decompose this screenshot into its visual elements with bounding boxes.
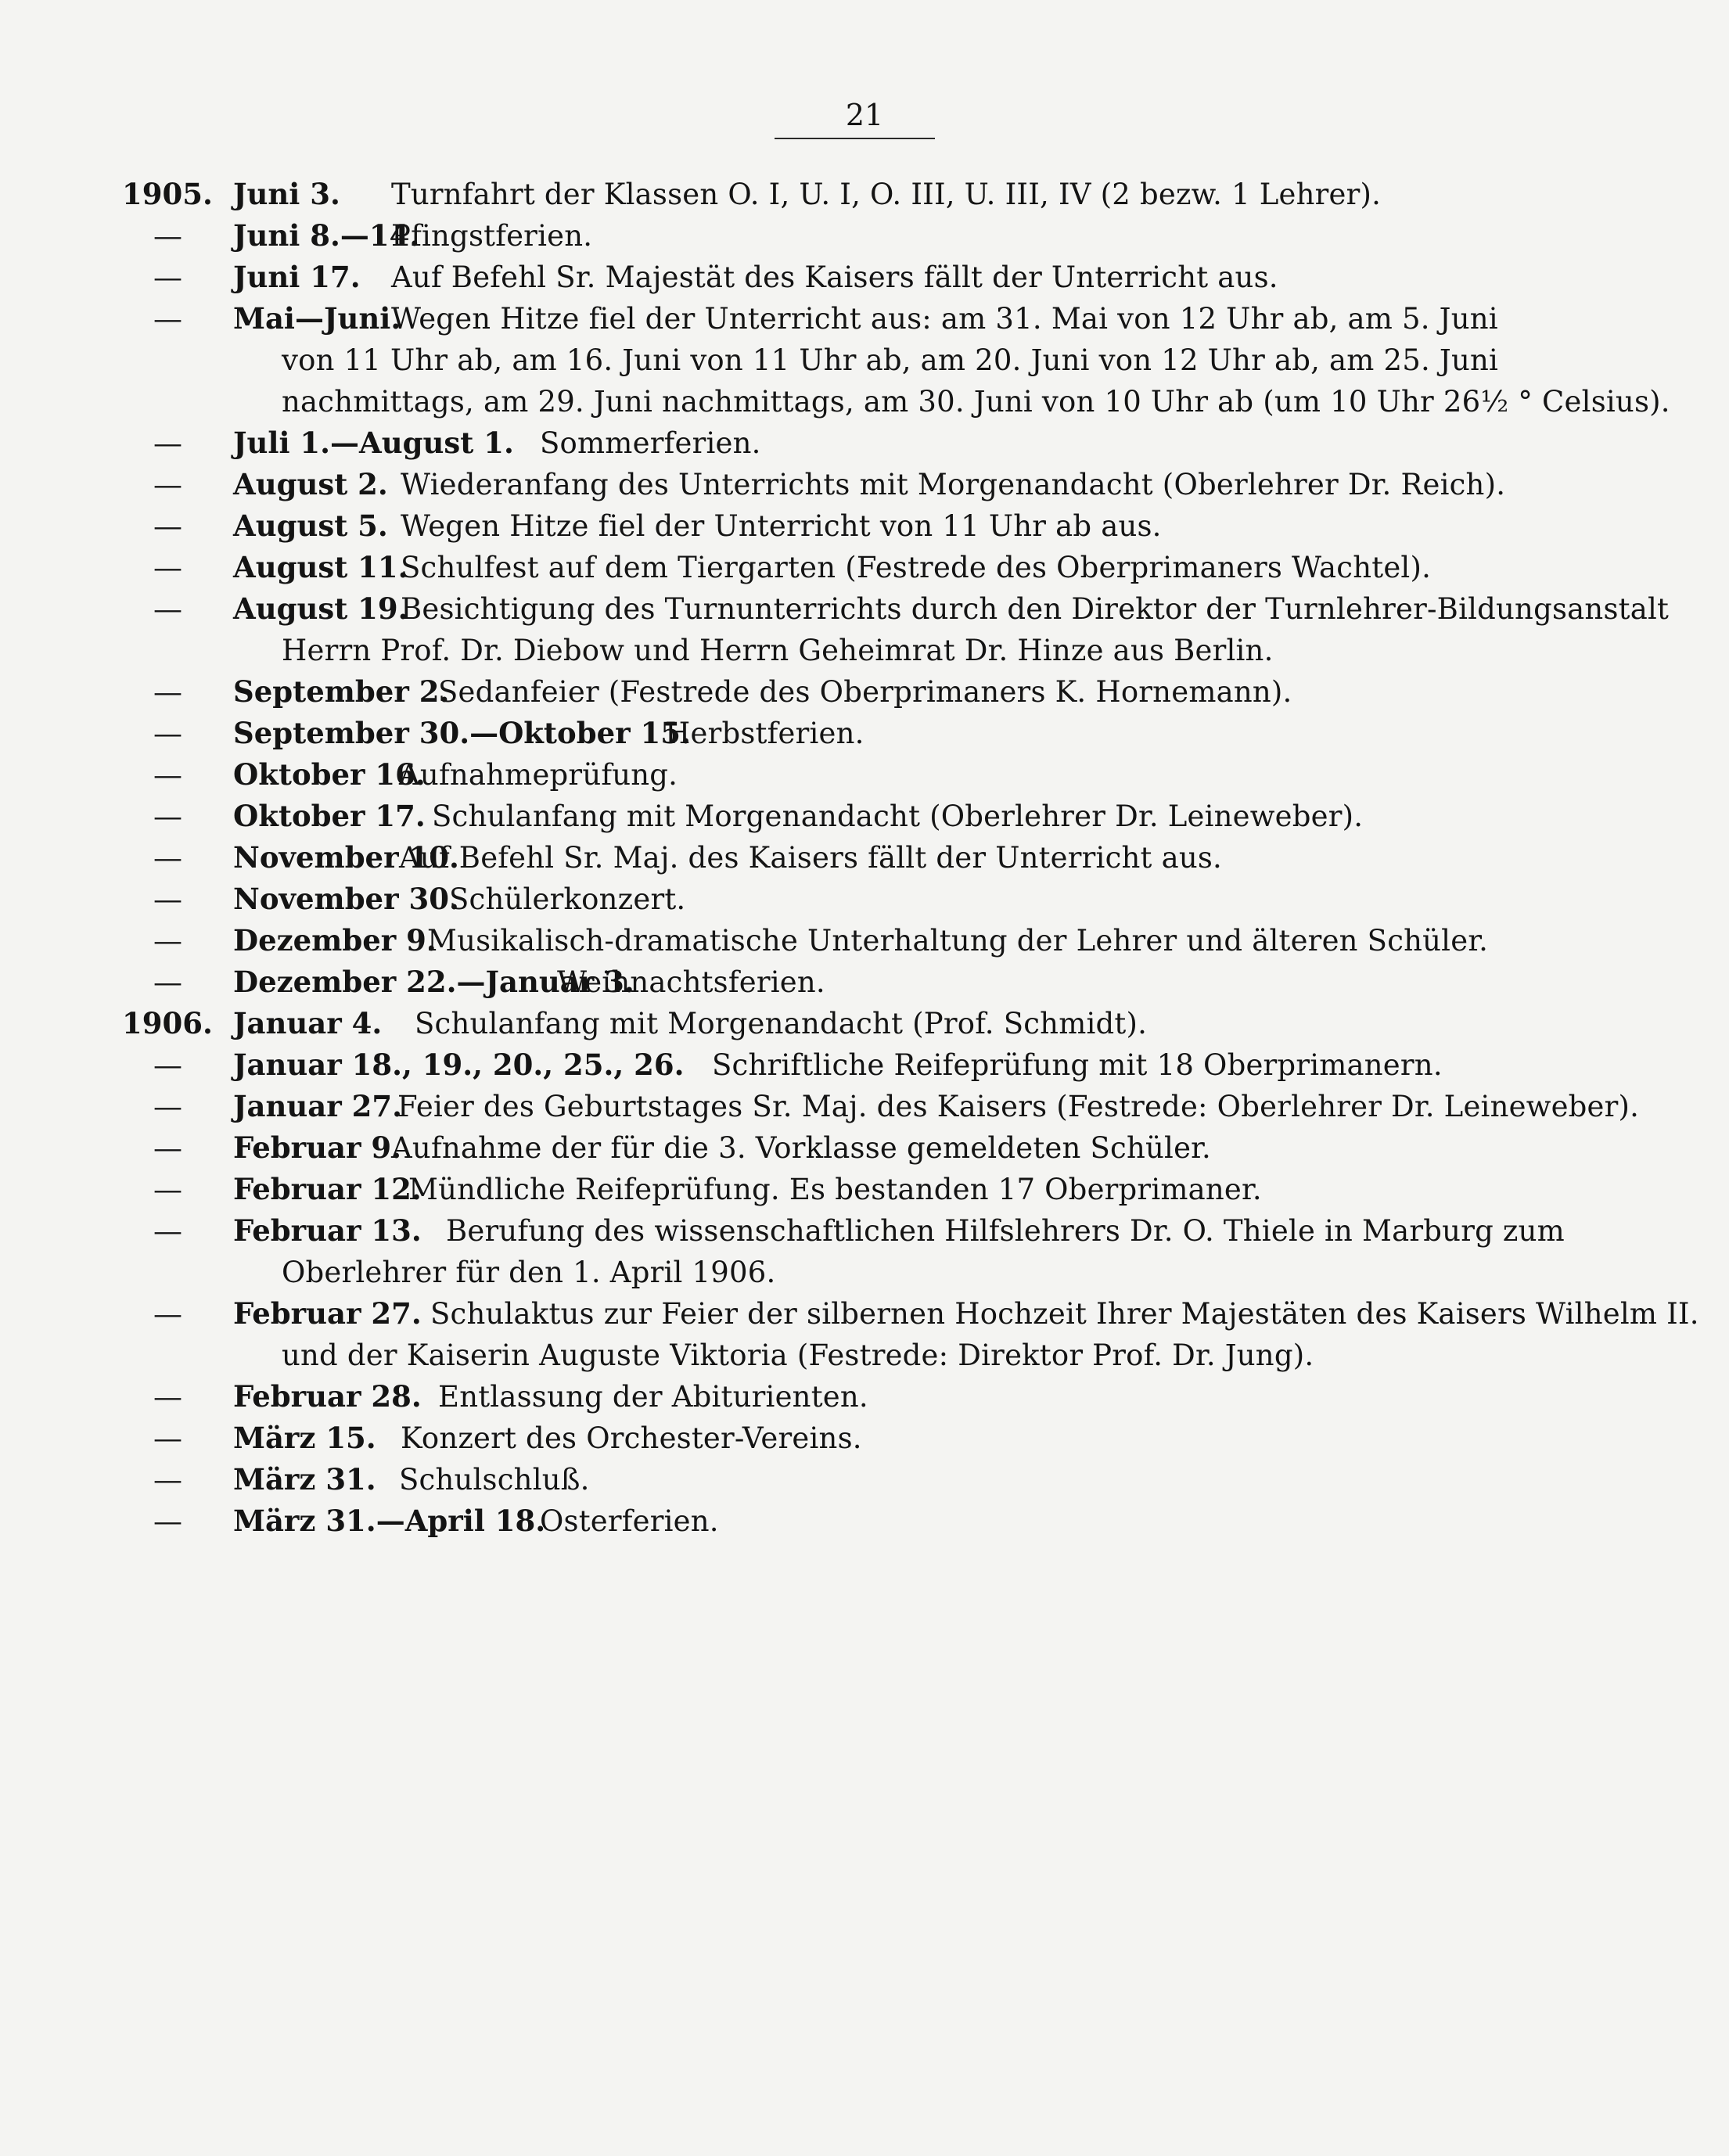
entry-description-line: Wegen Hitze fiel der Unterricht aus: am 31. Mai von 12 Uhr ab, am 5. Juni bbox=[391, 302, 1498, 336]
entry-description-line: Aufnahmeprüfung. bbox=[399, 758, 678, 792]
entry-date: August 5. bbox=[233, 508, 388, 543]
chronicle-entry bbox=[0, 505, 1729, 547]
entry-ditto-dash: — bbox=[153, 1380, 182, 1414]
chronicle-entry bbox=[0, 671, 1729, 713]
entry-description-line: Schülerkonzert. bbox=[449, 882, 686, 916]
entry-description-line: von 11 Uhr ab, am 16. Juni von 11 Uhr ab, am 20. Juni von 12 Uhr ab, am 25. Juni bbox=[282, 343, 1499, 377]
chronicle-entry bbox=[0, 713, 1729, 754]
entry-ditto-dash: — bbox=[153, 468, 182, 501]
chronicle-entry bbox=[0, 920, 1729, 961]
entry-year: 1906. bbox=[122, 1006, 213, 1040]
chronicle-entry bbox=[0, 257, 1729, 298]
chronicle-entry bbox=[0, 796, 1729, 837]
entry-description-line: und der Kaiserin Auguste Viktoria (Festrede: Direktor Prof. Dr. Jung). bbox=[282, 1339, 1314, 1372]
entry-description-line: Herbstferien. bbox=[665, 717, 864, 750]
entry-date: Februar 27. bbox=[233, 1296, 422, 1331]
entry-date: Juli 1.—August 1. bbox=[233, 426, 514, 460]
entry-ditto-dash: — bbox=[153, 509, 182, 543]
chronicle-entry bbox=[0, 215, 1729, 257]
entry-description-line: Aufnahme der für die 3. Vorklasse gemeldeten Schüler. bbox=[391, 1131, 1211, 1165]
entry-date: März 31.—April 18. bbox=[233, 1504, 546, 1538]
chronicle-entry bbox=[0, 298, 1729, 422]
entry-description-line: Besichtigung des Turnunterrichts durch den Direktor der Turnlehrer-Bildungsanstalt bbox=[401, 592, 1670, 626]
entry-date: Januar 18., 19., 20., 25., 26. bbox=[233, 1047, 685, 1082]
entry-description-line: Schulanfang mit Morgenandacht (Prof. Schmidt). bbox=[415, 1007, 1148, 1040]
chronicle-list bbox=[0, 174, 1729, 1542]
entry-description-line: Feier des Geburtstages Sr. Maj. des Kaisers (Festrede: Oberlehrer Dr. Leineweber). bbox=[397, 1090, 1640, 1123]
entry-description-line: Schulfest auf dem Tiergarten (Festrede des Oberprimaners Wachtel). bbox=[401, 551, 1432, 584]
entry-description-line: Oberlehrer für den 1. April 1906. bbox=[282, 1256, 776, 1289]
chronicle-entry bbox=[0, 1376, 1729, 1418]
entry-ditto-dash: — bbox=[153, 1048, 182, 1082]
chronicle-entry bbox=[0, 588, 1729, 671]
entry-description-line: Sedanfeier (Festrede des Oberprimaners K. Hornemann). bbox=[438, 675, 1292, 709]
entry-date: September 30.—Oktober 15. bbox=[233, 716, 691, 750]
entry-date: Juni 8.—14. bbox=[233, 218, 420, 253]
chronicle-entry bbox=[0, 1500, 1729, 1542]
entry-date: August 2. bbox=[233, 467, 388, 501]
entry-ditto-dash: — bbox=[153, 261, 182, 294]
entry-date: September 2. bbox=[233, 674, 450, 709]
entry-description-line: Turnfahrt der Klassen O. I, U. I, O. III, U. III, IV (2 bezw. 1 Lehrer). bbox=[391, 178, 1382, 211]
entry-date: Januar 27. bbox=[233, 1089, 403, 1123]
page-number: 21 bbox=[845, 98, 884, 132]
entry-ditto-dash: — bbox=[153, 800, 182, 833]
entry-date: Mai—Juni. bbox=[233, 301, 401, 336]
entry-description-line: Wiederanfang des Unterrichts mit Morgenandacht (Oberlehrer Dr. Reich). bbox=[401, 468, 1506, 501]
entry-description-line: Schulschluß. bbox=[399, 1463, 590, 1497]
entry-description-line: Osterferien. bbox=[540, 1504, 719, 1538]
entry-description-line: Auf Befehl Sr. Majestät des Kaisers fällt der Unterricht aus. bbox=[391, 261, 1278, 294]
entry-description-line: Schulaktus zur Feier der silbernen Hochzeit Ihrer Majestäten des Kaisers Wilhelm II. bbox=[430, 1297, 1699, 1331]
entry-ditto-dash: — bbox=[153, 1421, 182, 1455]
chronicle-entry bbox=[0, 1044, 1729, 1086]
entry-description-line: Berufung des wissenschaftlichen Hilfslehrers Dr. O. Thiele in Marburg zum bbox=[446, 1214, 1565, 1248]
entry-description-line: nachmittags, am 29. Juni nachmittags, am 30. Juni von 10 Uhr ab (um 10 Uhr 26½ ° Celsius). bbox=[282, 385, 1670, 419]
entry-description-line: Weihnachtsferien. bbox=[557, 965, 825, 999]
entry-ditto-dash: — bbox=[153, 1504, 182, 1538]
entry-ditto-dash: — bbox=[153, 426, 182, 460]
entry-ditto-dash: — bbox=[153, 219, 182, 253]
chronicle-entry bbox=[0, 1418, 1729, 1459]
entry-description-line: Sommerferien. bbox=[540, 426, 761, 460]
entry-date: Februar 12. bbox=[233, 1172, 422, 1206]
entry-ditto-dash: — bbox=[153, 1090, 182, 1123]
entry-ditto-dash: — bbox=[153, 1297, 182, 1331]
entry-description-line: Herrn Prof. Dr. Diebow und Herrn Geheimrat Dr. Hinze aus Berlin. bbox=[282, 634, 1274, 667]
entry-date: Juni 3. bbox=[233, 177, 340, 211]
chronicle-entry bbox=[0, 1127, 1729, 1169]
chronicle-entry bbox=[0, 422, 1729, 464]
entry-description-line: Entlassung der Abiturienten. bbox=[438, 1380, 868, 1414]
entry-description-line: Pfingstferien. bbox=[391, 219, 593, 253]
entry-description-line: Musikalisch-dramatische Unterhaltung der Lehrer und älteren Schüler. bbox=[427, 924, 1489, 958]
entry-year: 1905. bbox=[122, 177, 213, 211]
entry-description-line: Schriftliche Reifeprüfung mit 18 Oberprimanern. bbox=[712, 1048, 1443, 1082]
entry-ditto-dash: — bbox=[153, 758, 182, 792]
entry-ditto-dash: — bbox=[153, 1463, 182, 1497]
entry-date: März 31. bbox=[233, 1462, 376, 1497]
entry-date: Februar 9. bbox=[233, 1130, 402, 1165]
entry-date: August 19. bbox=[233, 591, 408, 626]
entry-ditto-dash: — bbox=[153, 1131, 182, 1165]
entry-description-line: Konzert des Orchester-Vereins. bbox=[401, 1421, 862, 1455]
entry-date: November 30. bbox=[233, 882, 459, 916]
entry-date: Dezember 22.—Januar 3. bbox=[233, 965, 634, 999]
chronicle-entry bbox=[0, 1293, 1729, 1376]
chronicle-entry bbox=[0, 1086, 1729, 1127]
entry-description-line: Wegen Hitze fiel der Unterricht von 11 Uhr ab aus. bbox=[401, 509, 1162, 543]
chronicle-entry bbox=[0, 837, 1729, 879]
header-rule bbox=[775, 138, 935, 139]
entry-ditto-dash: — bbox=[153, 592, 182, 626]
entry-ditto-dash: — bbox=[153, 882, 182, 916]
chronicle-entry bbox=[0, 1169, 1729, 1210]
entry-date: Dezember 9. bbox=[233, 923, 437, 958]
chronicle-entry bbox=[0, 1003, 1729, 1044]
entry-date: Februar 28. bbox=[233, 1379, 422, 1414]
entry-date: August 11. bbox=[233, 550, 408, 584]
entry-ditto-dash: — bbox=[153, 1214, 182, 1248]
entry-date: Februar 13. bbox=[233, 1213, 422, 1248]
entry-ditto-dash: — bbox=[153, 302, 182, 336]
chronicle-entry bbox=[0, 1459, 1729, 1500]
entry-ditto-dash: — bbox=[153, 965, 182, 999]
entry-ditto-dash: — bbox=[153, 717, 182, 750]
entry-ditto-dash: — bbox=[153, 551, 182, 584]
entry-date: Oktober 17. bbox=[233, 799, 426, 833]
chronicle-entry bbox=[0, 1210, 1729, 1293]
chronicle-entry bbox=[0, 174, 1729, 215]
entry-ditto-dash: — bbox=[153, 924, 182, 958]
entry-date: März 15. bbox=[233, 1421, 376, 1455]
entry-date: Juni 17. bbox=[233, 260, 361, 294]
entry-date: Oktober 16. bbox=[233, 757, 426, 792]
entry-date: Januar 4. bbox=[233, 1006, 383, 1040]
entry-description-line: Mündliche Reifeprüfung. Es bestanden 17 Oberprimaner. bbox=[408, 1173, 1262, 1206]
chronicle-entry bbox=[0, 464, 1729, 505]
entry-ditto-dash: — bbox=[153, 841, 182, 875]
entry-ditto-dash: — bbox=[153, 675, 182, 709]
chronicle-entry bbox=[0, 547, 1729, 588]
chronicle-entry bbox=[0, 879, 1729, 920]
entry-description-line: Schulanfang mit Morgenandacht (Oberlehrer Dr. Leineweber). bbox=[432, 800, 1364, 833]
entry-date: November 10. bbox=[233, 840, 459, 875]
entry-ditto-dash: — bbox=[153, 1173, 182, 1206]
chronicle-entry bbox=[0, 961, 1729, 1003]
chronicle-entry bbox=[0, 754, 1729, 796]
entry-description-line: Auf Befehl Sr. Maj. des Kaisers fällt der Unterricht aus. bbox=[399, 841, 1223, 875]
